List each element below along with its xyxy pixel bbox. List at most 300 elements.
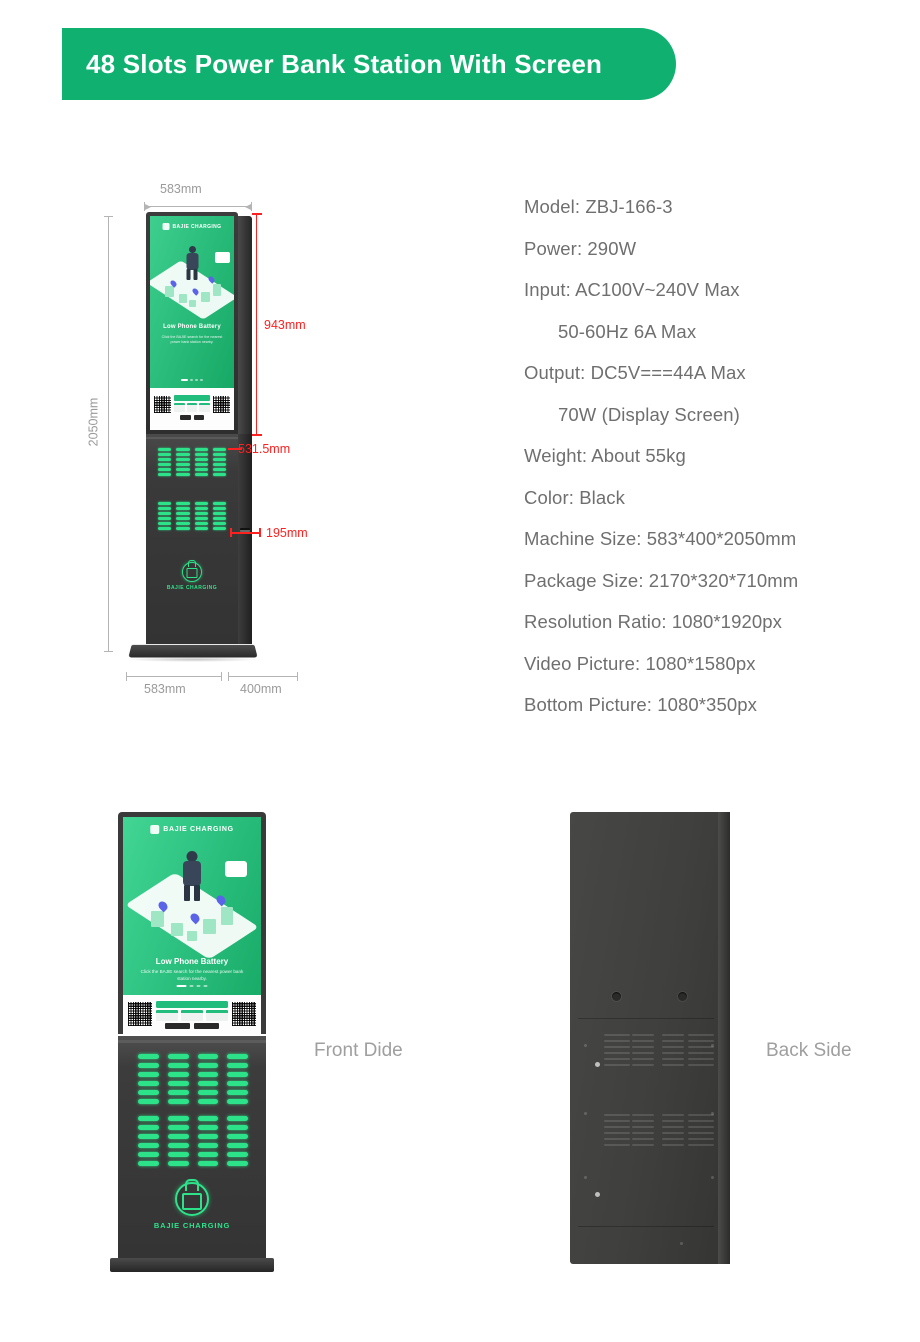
back-panel-lock-icon[interactable] xyxy=(678,992,687,1001)
power-bank-slot[interactable] xyxy=(213,453,226,456)
power-bank-slot[interactable] xyxy=(138,1116,159,1121)
vent-louver xyxy=(604,1040,630,1042)
power-bank-slot[interactable] xyxy=(195,448,208,451)
front-view-screen xyxy=(118,812,266,1034)
vent-louver xyxy=(632,1144,654,1146)
dimension-bottom-depth-line xyxy=(228,676,298,677)
iso-block xyxy=(171,923,183,936)
kiosk-cabinet-side xyxy=(238,434,252,644)
vent-louver xyxy=(604,1064,630,1066)
iso-block xyxy=(201,292,210,302)
carousel-dot[interactable] xyxy=(204,985,208,988)
banner-step xyxy=(199,403,210,412)
brand-name: BAJIE CHARGING xyxy=(172,223,222,230)
power-bank-slot[interactable] xyxy=(227,1054,248,1059)
qr-code-left-icon[interactable] xyxy=(154,396,171,413)
dimension-screen-height-label: 943mm xyxy=(264,318,306,332)
page-title: 48 Slots Power Bank Station With Screen xyxy=(86,48,603,79)
brand-mark-icon xyxy=(163,223,170,230)
vent-louver xyxy=(688,1120,714,1122)
spec-item-video-picture: Video Picture: 1080*1580px xyxy=(524,652,756,674)
iso-block xyxy=(203,919,216,934)
iso-card-icon xyxy=(225,861,247,877)
power-bank-slot[interactable] xyxy=(168,1072,189,1077)
power-bank-slot[interactable] xyxy=(138,1072,159,1077)
power-bank-slot[interactable] xyxy=(158,463,171,466)
power-bank-slot[interactable] xyxy=(195,512,208,515)
vent-group xyxy=(688,1114,714,1150)
banner-store-button[interactable] xyxy=(194,415,205,420)
power-bank-slot[interactable] xyxy=(195,468,208,471)
power-bank-slot[interactable] xyxy=(168,1081,189,1086)
dimension-bottom-width-label: 583mm xyxy=(144,682,186,696)
power-bank-slot[interactable] xyxy=(198,1072,219,1077)
power-bank-slot[interactable] xyxy=(195,507,208,510)
power-bank-slot[interactable] xyxy=(168,1161,189,1166)
power-bank-slot[interactable] xyxy=(158,453,171,456)
dimension-height-line xyxy=(108,216,109,652)
power-bank-slot[interactable] xyxy=(227,1116,248,1121)
power-bank-slot[interactable] xyxy=(176,473,189,476)
vent-louver xyxy=(688,1058,714,1060)
power-bank-slot[interactable] xyxy=(176,517,189,520)
power-bank-slot[interactable] xyxy=(168,1134,189,1139)
vent-louver xyxy=(604,1052,630,1054)
technical-drawing xyxy=(78,180,378,720)
power-bank-slot[interactable] xyxy=(195,463,208,466)
slot-grid-upper xyxy=(158,448,226,476)
dimension-overall-height-label: 2050mm xyxy=(86,397,101,447)
dimension-top-width-label: 583mm xyxy=(160,182,202,196)
dimension-tick xyxy=(104,651,113,652)
power-bank-slot[interactable] xyxy=(227,1063,248,1068)
back-panel-seam xyxy=(578,1226,714,1227)
brand-mark-icon xyxy=(150,825,159,834)
power-bank-slot[interactable] xyxy=(168,1099,189,1104)
vent-louver xyxy=(662,1052,684,1054)
power-bank-slot[interactable] xyxy=(198,1161,219,1166)
back-panel-screw xyxy=(595,1192,600,1197)
vent-louver xyxy=(688,1132,714,1134)
iso-person xyxy=(182,851,202,901)
cabinet-brand-label: BAJIE CHARGING xyxy=(166,585,218,591)
vent-louver xyxy=(688,1040,714,1042)
dimension-tick xyxy=(104,216,113,217)
power-bank-slot[interactable] xyxy=(168,1054,189,1059)
back-panel-body xyxy=(570,812,730,1264)
vent-louver xyxy=(688,1114,714,1116)
iso-block xyxy=(165,286,174,297)
banner-store-button[interactable] xyxy=(194,1023,219,1029)
dimension-depth-line xyxy=(230,532,260,534)
power-bank-slot[interactable] xyxy=(168,1143,189,1148)
power-bank-slot[interactable] xyxy=(198,1099,219,1104)
banner-cta-bar xyxy=(174,395,210,401)
power-bank-slot[interactable] xyxy=(176,453,189,456)
back-panel-rivet xyxy=(584,1044,587,1047)
spec-item-machine-size: Machine Size: 583*400*2050mm xyxy=(524,528,797,549)
vent-louver xyxy=(662,1120,684,1122)
dimension-tick xyxy=(252,434,262,436)
front-screen-brand-logo xyxy=(150,825,233,834)
power-bank-slot[interactable] xyxy=(227,1090,248,1095)
dimension-tick xyxy=(252,213,262,215)
iso-block xyxy=(189,300,196,307)
power-bank-slot[interactable] xyxy=(198,1054,219,1059)
banner-store-button[interactable] xyxy=(165,1023,190,1029)
power-bank-slot[interactable] xyxy=(198,1134,219,1139)
banner-step xyxy=(181,1010,203,1021)
dimension-tick xyxy=(221,672,222,681)
back-panel-rivet xyxy=(584,1112,587,1115)
carousel-dot[interactable] xyxy=(195,379,198,381)
banner-cta-bar xyxy=(156,1001,228,1008)
back-panel-rivet xyxy=(711,1112,714,1115)
back-panel-seam xyxy=(578,1018,714,1019)
vent-louver xyxy=(662,1144,684,1146)
front-screen-bottom-banner xyxy=(123,995,261,1034)
power-bank-slot[interactable] xyxy=(198,1063,219,1068)
vent-louver xyxy=(604,1138,630,1140)
power-bank-slot[interactable] xyxy=(176,512,189,515)
power-bank-slot[interactable] xyxy=(158,502,171,505)
power-bank-slot[interactable] xyxy=(138,1054,159,1059)
front-screen-subtext: Click the BAJIE search for the nearest power bank station nearby. xyxy=(140,969,244,981)
front-slot-grid-upper xyxy=(138,1054,248,1104)
cabinet-top-edge xyxy=(118,1040,266,1043)
power-bank-slot[interactable] xyxy=(198,1143,219,1148)
power-bank-ring-icon xyxy=(182,562,202,582)
vent-group xyxy=(604,1034,630,1070)
power-bank-slot[interactable] xyxy=(227,1125,248,1130)
iso-block xyxy=(151,911,164,927)
vent-group xyxy=(632,1114,654,1150)
power-bank-slot[interactable] xyxy=(213,448,226,451)
front-cabinet-brand-badge xyxy=(118,1182,266,1230)
power-bank-slot[interactable] xyxy=(198,1152,219,1157)
slot-grid-lower xyxy=(158,502,226,530)
front-isometric-illustration xyxy=(133,847,251,955)
power-bank-slot[interactable] xyxy=(198,1081,219,1086)
vent-louver xyxy=(688,1034,714,1036)
power-bank-slot[interactable] xyxy=(227,1143,248,1148)
dimension-tick xyxy=(259,528,261,537)
dimension-bottom-depth-label: 400mm xyxy=(240,682,282,696)
back-panel-rivet xyxy=(584,1176,587,1179)
vent-louver xyxy=(632,1126,654,1128)
power-bank-slot[interactable] xyxy=(213,463,226,466)
back-view-illustration xyxy=(570,812,732,1282)
iso-block xyxy=(221,907,233,925)
power-bank-slot[interactable] xyxy=(158,458,171,461)
power-bank-slot[interactable] xyxy=(227,1072,248,1077)
spec-item-bottom-picture: Bottom Picture: 1080*350px xyxy=(524,694,757,715)
power-bank-slot[interactable] xyxy=(213,502,226,505)
power-bank-slot[interactable] xyxy=(195,502,208,505)
banner-step xyxy=(206,1010,228,1021)
vent-group xyxy=(604,1114,630,1150)
front-carousel-dots xyxy=(177,985,208,988)
power-bank-slot[interactable] xyxy=(213,473,226,476)
vent-louver xyxy=(688,1144,714,1146)
vent-louver xyxy=(662,1040,684,1042)
front-view-illustration xyxy=(118,812,268,1282)
kiosk-base xyxy=(128,645,257,658)
vent-louver xyxy=(632,1120,654,1122)
banner-step xyxy=(187,403,198,412)
vent-louver xyxy=(688,1046,714,1048)
vent-louver xyxy=(604,1046,630,1048)
banner-step xyxy=(174,403,185,412)
power-bank-slot[interactable] xyxy=(176,527,189,530)
power-bank-slot[interactable] xyxy=(138,1081,159,1086)
dimension-tick xyxy=(251,202,252,211)
carousel-dot[interactable] xyxy=(190,985,194,988)
power-bank-slot[interactable] xyxy=(168,1116,189,1121)
power-bank-slot[interactable] xyxy=(138,1125,159,1130)
power-bank-slot[interactable] xyxy=(168,1063,189,1068)
dimension-tick xyxy=(297,672,298,681)
person-leg xyxy=(194,269,198,280)
person-body xyxy=(183,861,201,886)
page-header-banner xyxy=(62,28,676,100)
power-bank-slot[interactable] xyxy=(213,522,226,525)
dimension-tick xyxy=(228,672,229,681)
power-bank-slot[interactable] xyxy=(176,522,189,525)
vent-louver xyxy=(632,1138,654,1140)
vent-louver xyxy=(604,1126,630,1128)
back-panel-screw xyxy=(595,1062,600,1067)
vent-louver xyxy=(662,1132,684,1134)
vent-group xyxy=(688,1034,714,1070)
vent-louver xyxy=(632,1114,654,1116)
specification-list xyxy=(524,186,904,726)
kiosk-display-screen xyxy=(146,212,238,434)
power-bank-slot[interactable] xyxy=(213,512,226,515)
vent-louver xyxy=(688,1064,714,1066)
iso-card-icon xyxy=(215,252,230,263)
power-bank-slot[interactable] xyxy=(213,468,226,471)
spec-item-resolution-ratio: Resolution Ratio: 1080*1920px xyxy=(524,611,782,632)
back-panel-rivet xyxy=(711,1044,714,1047)
person-leg xyxy=(194,885,200,901)
vent-louver xyxy=(662,1034,684,1036)
power-bank-slot[interactable] xyxy=(176,507,189,510)
brand-name: BAJIE CHARGING xyxy=(163,826,234,833)
vent-louver xyxy=(604,1120,630,1122)
banner-steps xyxy=(174,403,210,412)
power-bank-slot[interactable] xyxy=(198,1125,219,1130)
person-body xyxy=(186,253,198,270)
power-bank-slot[interactable] xyxy=(195,473,208,476)
power-bank-slot[interactable] xyxy=(168,1125,189,1130)
back-panel-rivet xyxy=(711,1176,714,1179)
power-bank-slot[interactable] xyxy=(158,473,171,476)
person-leg xyxy=(184,885,190,901)
power-bank-slot[interactable] xyxy=(168,1090,189,1095)
qr-code-right-icon[interactable] xyxy=(232,1002,256,1026)
power-bank-slot[interactable] xyxy=(138,1090,159,1095)
vent-louver xyxy=(688,1052,714,1054)
power-bank-slot[interactable] xyxy=(176,448,189,451)
vent-louver xyxy=(604,1058,630,1060)
carousel-dot[interactable] xyxy=(200,379,203,381)
kiosk-side-panel xyxy=(238,216,252,434)
carousel-dot[interactable] xyxy=(197,985,201,988)
vent-louver xyxy=(662,1138,684,1140)
banner-step xyxy=(156,1010,178,1021)
vent-group xyxy=(662,1114,684,1150)
banner-store-button[interactable] xyxy=(180,415,191,420)
vent-louver xyxy=(688,1138,714,1140)
dimension-arrow xyxy=(145,204,151,210)
dimension-screen-height-line xyxy=(256,213,257,435)
banner-store-buttons xyxy=(165,1023,219,1029)
power-bank-slot[interactable] xyxy=(227,1161,248,1166)
vent-louver xyxy=(662,1064,684,1066)
power-bank-slot[interactable] xyxy=(158,527,171,530)
power-bank-slot[interactable] xyxy=(195,453,208,456)
vent-louver xyxy=(662,1114,684,1116)
vent-louver xyxy=(632,1058,654,1060)
power-bank-slot[interactable] xyxy=(198,1116,219,1121)
iso-block xyxy=(179,294,187,303)
spec-item-input: Input: AC100V~240V Max xyxy=(524,279,740,300)
vent-louver xyxy=(632,1040,654,1042)
vent-louver xyxy=(604,1144,630,1146)
back-panel-lock-icon[interactable] xyxy=(612,992,621,1001)
power-bank-slot[interactable] xyxy=(227,1081,248,1086)
kiosk-base-shadow xyxy=(126,657,260,662)
front-view-caption: Front Dide xyxy=(314,1040,403,1061)
front-screen-headline: Low Phone Battery xyxy=(155,957,229,966)
front-screen-content xyxy=(123,817,261,995)
power-bank-slot[interactable] xyxy=(158,517,171,520)
spec-item-input-frequency: 50-60Hz 6A Max xyxy=(558,320,697,342)
power-bank-slot[interactable] xyxy=(176,458,189,461)
power-bank-slot[interactable] xyxy=(213,527,226,530)
dimension-tick xyxy=(230,528,232,537)
power-bank-slot[interactable] xyxy=(176,468,189,471)
qr-code-left-icon[interactable] xyxy=(128,1002,152,1026)
iso-block xyxy=(213,284,221,296)
spec-item-output: Output: DC5V===44A Max xyxy=(524,362,746,383)
dimension-arrow xyxy=(245,204,251,210)
power-bank-slot[interactable] xyxy=(198,1090,219,1095)
power-bank-slot[interactable] xyxy=(227,1099,248,1104)
qr-code-right-icon[interactable] xyxy=(213,396,230,413)
screen-bottom-banner xyxy=(150,388,234,430)
iso-person xyxy=(186,246,199,280)
power-bank-slot[interactable] xyxy=(176,463,189,466)
vent-louver xyxy=(632,1132,654,1134)
power-bank-slot[interactable] xyxy=(138,1134,159,1139)
vent-group xyxy=(662,1034,684,1070)
vent-group xyxy=(632,1034,654,1070)
spec-item-model: Model: ZBJ-166-3 xyxy=(524,196,673,217)
vent-louver xyxy=(688,1126,714,1128)
vent-louver xyxy=(604,1132,630,1134)
front-view-base xyxy=(110,1258,274,1272)
spec-item-package-size: Package Size: 2170*320*710mm xyxy=(524,569,799,591)
power-bank-slot[interactable] xyxy=(227,1152,248,1157)
power-bank-slot[interactable] xyxy=(213,517,226,520)
power-bank-slot[interactable] xyxy=(138,1099,159,1104)
screen-content-green xyxy=(150,216,234,388)
carousel-dot[interactable] xyxy=(190,379,193,381)
screen-carousel-dots xyxy=(181,379,203,381)
spec-item-color: Color: Black xyxy=(524,486,625,508)
power-bank-slot[interactable] xyxy=(227,1134,248,1139)
carousel-dot-active[interactable] xyxy=(177,985,187,988)
front-slot-grid-lower xyxy=(138,1116,248,1166)
banner-steps xyxy=(156,1010,228,1021)
dimension-bottom-width-line xyxy=(126,676,222,677)
dimension-top-width-line xyxy=(144,206,252,207)
cabinet-brand-badge xyxy=(146,562,238,591)
screen-subtext: Click the BAJIE search for the nearest power bank station nearby. xyxy=(161,335,223,344)
power-bank-slot[interactable] xyxy=(195,522,208,525)
vent-louver xyxy=(632,1052,654,1054)
power-bank-slot[interactable] xyxy=(213,507,226,510)
vent-louver xyxy=(632,1046,654,1048)
power-bank-slot[interactable] xyxy=(138,1143,159,1148)
power-bank-slot[interactable] xyxy=(138,1063,159,1068)
isometric-illustration xyxy=(153,242,231,316)
power-bank-slot[interactable] xyxy=(158,522,171,525)
power-bank-ring-icon xyxy=(175,1182,209,1216)
power-bank-slot[interactable] xyxy=(168,1152,189,1157)
power-bank-slot[interactable] xyxy=(195,458,208,461)
power-bank-slot[interactable] xyxy=(195,517,208,520)
power-bank-slot[interactable] xyxy=(158,448,171,451)
spec-item-power: Power: 290W xyxy=(524,237,637,259)
power-bank-slot[interactable] xyxy=(158,512,171,515)
power-bank-slot[interactable] xyxy=(176,502,189,505)
screen-brand-logo xyxy=(163,223,222,230)
power-bank-slot[interactable] xyxy=(195,527,208,530)
screen-headline: Low Phone Battery xyxy=(163,324,221,330)
power-bank-slot[interactable] xyxy=(138,1161,159,1166)
cabinet-top-edge xyxy=(146,437,238,439)
power-bank-slot[interactable] xyxy=(158,468,171,471)
iso-block xyxy=(187,931,197,941)
kiosk-cabinet xyxy=(146,434,238,644)
back-view-caption: Back Side xyxy=(766,1040,852,1061)
back-panel-edge xyxy=(718,812,730,1264)
carousel-dot-active[interactable] xyxy=(181,379,188,381)
dimension-depth-label: 195mm xyxy=(266,526,308,540)
front-view-cabinet xyxy=(118,1036,266,1258)
vent-louver xyxy=(662,1126,684,1128)
person-head xyxy=(189,246,196,253)
vent-louver xyxy=(662,1046,684,1048)
banner-store-buttons xyxy=(180,415,204,420)
front-cabinet-brand-label: BAJIE CHARGING xyxy=(153,1221,231,1230)
power-bank-slot[interactable] xyxy=(158,507,171,510)
dimension-tick xyxy=(126,672,127,681)
power-bank-slot[interactable] xyxy=(138,1152,159,1157)
dimension-cabinet-height-label: 531.5mm xyxy=(238,442,291,456)
person-leg xyxy=(187,269,191,280)
vent-louver xyxy=(662,1058,684,1060)
power-bank-slot[interactable] xyxy=(213,458,226,461)
vent-louver xyxy=(604,1114,630,1116)
spec-item-weight: Weight: About 55kg xyxy=(524,445,686,466)
vent-louver xyxy=(632,1034,654,1036)
vent-louver xyxy=(604,1034,630,1036)
vent-louver xyxy=(632,1064,654,1066)
